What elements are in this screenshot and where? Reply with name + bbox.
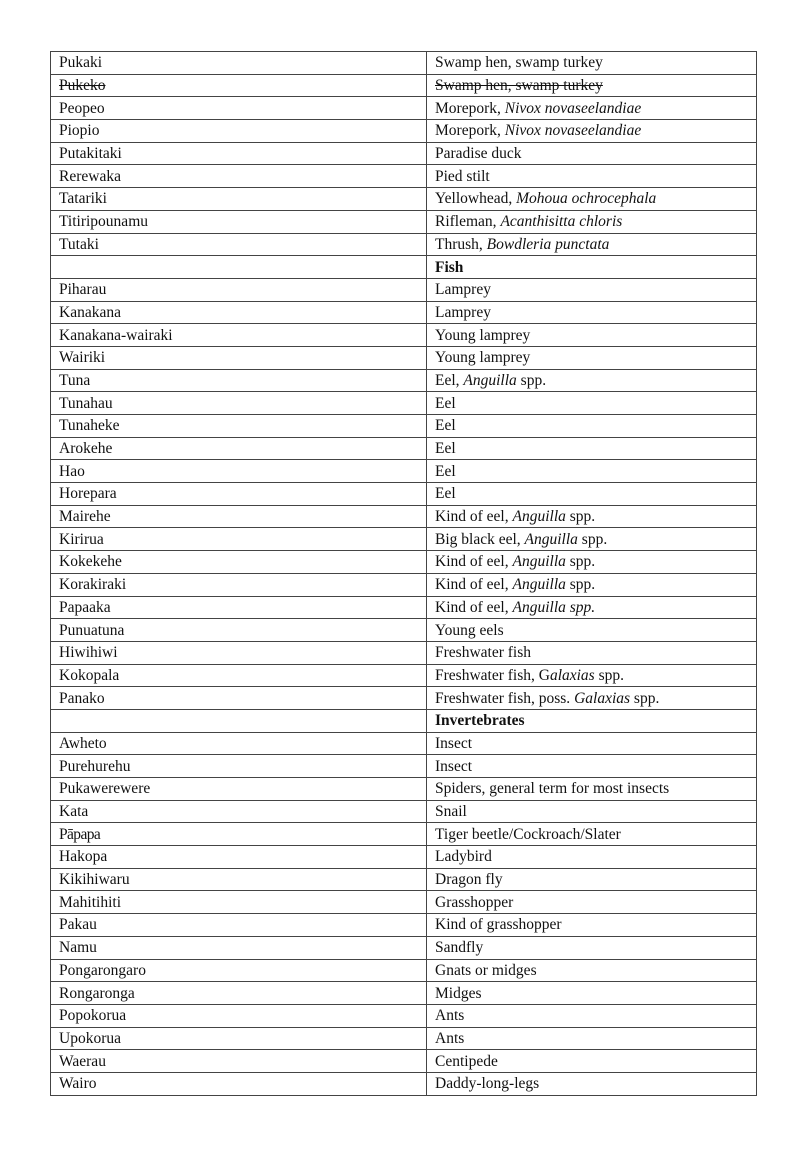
table-row — [51, 868, 757, 891]
maori-name-cell: Mahitihiti — [51, 891, 427, 914]
common-name-text: Ants — [435, 1029, 465, 1047]
english-name-cell — [427, 188, 757, 211]
common-name-text: spp. — [516, 371, 547, 389]
table-row — [51, 52, 757, 75]
common-name-text: Kind of eel, — [435, 508, 513, 526]
maori-name-cell: Hakopa — [51, 846, 427, 869]
table-row — [51, 846, 757, 869]
maori-name-cell: Pāpapa — [51, 823, 427, 846]
table-row — [51, 573, 757, 596]
maori-name-cell: Horepara — [51, 483, 427, 506]
table-row — [51, 460, 757, 483]
english-name-cell — [427, 483, 757, 506]
common-name-text: Grasshopper — [435, 893, 514, 911]
scientific-name-text: Anguilla — [512, 508, 566, 526]
maori-name-cell: Panako — [51, 687, 427, 710]
table-row — [51, 596, 757, 619]
english-name-cell — [427, 687, 757, 710]
maori-name-cell: Wairo — [51, 1072, 427, 1095]
table-row — [51, 551, 757, 574]
maori-name-cell: Korakiraki — [51, 573, 427, 596]
english-name-cell — [427, 505, 757, 528]
maori-name-cell: Mairehe — [51, 505, 427, 528]
section-heading-cell — [427, 709, 757, 732]
common-name-text: Pied stilt — [435, 167, 490, 185]
english-name-cell — [427, 233, 757, 256]
maori-name-cell: Piharau — [51, 278, 427, 301]
english-name-cell — [427, 437, 757, 460]
common-name-text: Tiger beetle/Cockroach/Slater — [435, 825, 621, 843]
common-name-text: spp. — [630, 689, 660, 707]
english-name-cell — [427, 868, 757, 891]
common-name-text: spp. — [565, 576, 596, 594]
english-name-cell — [427, 460, 757, 483]
common-name-text: Insect — [435, 734, 473, 752]
maori-name-cell: Hao — [51, 460, 427, 483]
english-name-cell — [427, 959, 757, 982]
section-heading-cell — [427, 256, 757, 279]
common-name-text: Freshwater fish — [435, 644, 531, 662]
maori-name-cell: Tuna — [51, 369, 427, 392]
table-row — [51, 505, 757, 528]
table-row — [51, 891, 757, 914]
maori-name-cell: Pakau — [51, 914, 427, 937]
table-row — [51, 687, 757, 710]
english-name-cell — [427, 936, 757, 959]
common-name-text: spp. — [594, 666, 625, 684]
scientific-name-text: Nivox novaseelandiae — [504, 122, 642, 140]
english-name-cell — [427, 1050, 757, 1073]
english-name-cell — [427, 641, 757, 664]
common-name-text: spp. — [565, 553, 596, 571]
table-row — [51, 528, 757, 551]
maori-name-cell: Rongaronga — [51, 982, 427, 1005]
maori-name-cell: Upokorua — [51, 1027, 427, 1050]
table-body — [51, 52, 757, 1096]
english-name-cell — [427, 573, 757, 596]
maori-name-cell: Punuatuna — [51, 619, 427, 642]
maori-name-cell: Tunahau — [51, 392, 427, 415]
english-name-cell — [427, 982, 757, 1005]
english-name-cell — [427, 619, 757, 642]
english-name-cell — [427, 1027, 757, 1050]
table-row — [51, 369, 757, 392]
common-name-text: Rifleman, — [435, 213, 501, 231]
common-name-text: Eel — [435, 417, 456, 435]
english-name-cell — [427, 301, 757, 324]
table-row — [51, 278, 757, 301]
common-name-text: Kind of eel, — [435, 553, 513, 571]
common-name-text: Kind of eel, — [435, 598, 513, 616]
maori-name-cell: Tatariki — [51, 188, 427, 211]
table-row — [51, 800, 757, 823]
table-row — [51, 778, 757, 801]
maori-name-cell: Arokehe — [51, 437, 427, 460]
table-row — [51, 982, 757, 1005]
maori-name-cell: Hiwihiwi — [51, 641, 427, 664]
maori-name-cell: Kikihiwaru — [51, 868, 427, 891]
english-name-cell — [427, 324, 757, 347]
table-row — [51, 142, 757, 165]
common-name-text: Sandfly — [435, 939, 484, 957]
common-name-text: Paradise duck — [435, 145, 522, 163]
table-row — [51, 188, 757, 211]
maori-name-cell — [51, 709, 427, 732]
maori-name-cell — [51, 256, 427, 279]
english-name-cell — [427, 846, 757, 869]
scientific-name-text: Mohoua ochrocephala — [516, 190, 657, 208]
common-name-text: Thrush, — [435, 235, 487, 253]
table-row — [51, 483, 757, 506]
common-name-text: Eel — [435, 462, 456, 480]
table-row — [51, 1027, 757, 1050]
common-name-text: Morepork, — [435, 99, 505, 117]
common-name-text: Swamp hen, swamp turkey — [435, 54, 603, 72]
common-name-text: Ants — [435, 1007, 465, 1025]
scientific-name-text: Anguilla — [512, 576, 566, 594]
scientific-name-text: Nivox novaseelandiae — [504, 99, 642, 117]
english-name-cell — [427, 596, 757, 619]
english-name-cell — [427, 823, 757, 846]
common-name-text: Midges — [435, 984, 482, 1002]
common-name-text: Insect — [435, 757, 473, 775]
maori-name-cell: Waerau — [51, 1050, 427, 1073]
maori-name-cell: Kata — [51, 800, 427, 823]
english-name-cell — [427, 278, 757, 301]
table-row — [51, 74, 757, 97]
common-name-text: Young lamprey — [435, 349, 531, 367]
common-name-text: spp. — [577, 530, 608, 548]
table-row — [51, 641, 757, 664]
english-name-cell — [427, 755, 757, 778]
common-name-text: Spiders, general term for most insects — [435, 780, 670, 798]
english-name-cell — [427, 369, 757, 392]
common-name-text: Young eels — [435, 621, 504, 639]
table-row — [51, 664, 757, 687]
table-row — [51, 1072, 757, 1095]
table-row — [51, 97, 757, 120]
common-name-text: Dragon fly — [435, 871, 503, 889]
english-name-cell — [427, 74, 757, 97]
common-name-text: Eel — [435, 485, 456, 503]
table-row — [51, 210, 757, 233]
maori-name-cell: Pukeko — [51, 74, 427, 97]
common-name-text: Big black eel, — [435, 530, 525, 548]
maori-name-cell: Pukaki — [51, 52, 427, 75]
scientific-name-text: Anguilla spp. — [512, 598, 596, 616]
table-row — [51, 324, 757, 347]
table-row — [51, 755, 757, 778]
table-row — [51, 301, 757, 324]
table-row — [51, 1050, 757, 1073]
common-name-text: Fish — [435, 258, 464, 276]
common-name-text: Morepork, — [435, 122, 505, 140]
common-name-text: Invertebrates — [435, 712, 525, 730]
maori-name-cell: Tutaki — [51, 233, 427, 256]
scientific-name-text: alaxias — [549, 666, 595, 684]
english-name-cell — [427, 891, 757, 914]
scientific-name-text: Anguilla — [524, 530, 578, 548]
english-name-cell — [427, 120, 757, 143]
common-name-text: Snail — [435, 803, 467, 821]
table-row — [51, 346, 757, 369]
maori-name-cell: Popokorua — [51, 1004, 427, 1027]
maori-name-cell: Papaaka — [51, 596, 427, 619]
common-name-text: Freshwater fish, G — [435, 666, 550, 684]
english-name-cell — [427, 664, 757, 687]
common-name-text: Ladybird — [435, 848, 492, 866]
maori-name-cell: Kokekehe — [51, 551, 427, 574]
english-name-cell — [427, 1072, 757, 1095]
table-row — [51, 392, 757, 415]
maori-name-cell: Purehurehu — [51, 755, 427, 778]
english-name-cell — [427, 392, 757, 415]
scientific-name-text: Galaxias — [574, 689, 631, 707]
table-row — [51, 936, 757, 959]
common-name-text: Gnats or midges — [435, 961, 537, 979]
table-row — [51, 437, 757, 460]
maori-name-cell: Kanakana-wairaki — [51, 324, 427, 347]
scientific-name-text: Anguilla — [512, 553, 566, 571]
maori-name-cell: Kanakana — [51, 301, 427, 324]
common-name-text: Daddy-long-legs — [435, 1075, 540, 1093]
maori-name-cell: Piopio — [51, 120, 427, 143]
english-name-cell — [427, 914, 757, 937]
common-name-text: Centipede — [435, 1052, 498, 1070]
scientific-name-text: Anguilla — [463, 371, 517, 389]
maori-name-cell: Putakitaki — [51, 142, 427, 165]
english-name-cell — [427, 415, 757, 438]
table-row — [51, 619, 757, 642]
species-name-table — [50, 51, 757, 1096]
common-name-text: Eel — [435, 394, 456, 412]
section-heading-row — [51, 256, 757, 279]
table-row — [51, 914, 757, 937]
maori-name-cell: Peopeo — [51, 97, 427, 120]
table-row — [51, 823, 757, 846]
maori-name-cell: Namu — [51, 936, 427, 959]
table-row — [51, 165, 757, 188]
table-row — [51, 415, 757, 438]
common-name-text: Swamp hen, swamp turkey — [435, 77, 603, 95]
common-name-text: Yellowhead, — [435, 190, 517, 208]
english-name-cell — [427, 52, 757, 75]
maori-name-cell: Pongarongaro — [51, 959, 427, 982]
maori-name-cell: Kirirua — [51, 528, 427, 551]
common-name-text: Kind of eel, — [435, 576, 513, 594]
maori-name-cell: Awheto — [51, 732, 427, 755]
maori-name-cell: Wairiki — [51, 346, 427, 369]
english-name-cell — [427, 778, 757, 801]
english-name-cell — [427, 97, 757, 120]
table-row — [51, 959, 757, 982]
maori-name-cell: Pukawerewere — [51, 778, 427, 801]
common-name-text: Eel, — [435, 371, 464, 389]
english-name-cell — [427, 346, 757, 369]
section-heading-row — [51, 709, 757, 732]
maori-name-cell: Tunaheke — [51, 415, 427, 438]
table-row — [51, 732, 757, 755]
common-name-text: Lamprey — [435, 303, 491, 321]
maori-name-cell: Rerewaka — [51, 165, 427, 188]
maori-name-cell: Kokopala — [51, 664, 427, 687]
common-name-text: Freshwater fish, poss. — [435, 689, 575, 707]
english-name-cell — [427, 732, 757, 755]
english-name-cell — [427, 528, 757, 551]
scientific-name-text: Bowdleria punctata — [486, 235, 610, 253]
english-name-cell — [427, 142, 757, 165]
table-row — [51, 120, 757, 143]
common-name-text: Eel — [435, 440, 456, 458]
scientific-name-text: Acanthisitta chloris — [500, 213, 623, 231]
table-row — [51, 233, 757, 256]
english-name-cell — [427, 165, 757, 188]
maori-name-cell: Titiripounamu — [51, 210, 427, 233]
table-row — [51, 1004, 757, 1027]
english-name-cell — [427, 1004, 757, 1027]
english-name-cell — [427, 800, 757, 823]
english-name-cell — [427, 210, 757, 233]
common-name-text: spp. — [565, 508, 596, 526]
common-name-text: Lamprey — [435, 281, 491, 299]
english-name-cell — [427, 551, 757, 574]
common-name-text: Kind of grasshopper — [435, 916, 562, 934]
common-name-text: Young lamprey — [435, 326, 531, 344]
